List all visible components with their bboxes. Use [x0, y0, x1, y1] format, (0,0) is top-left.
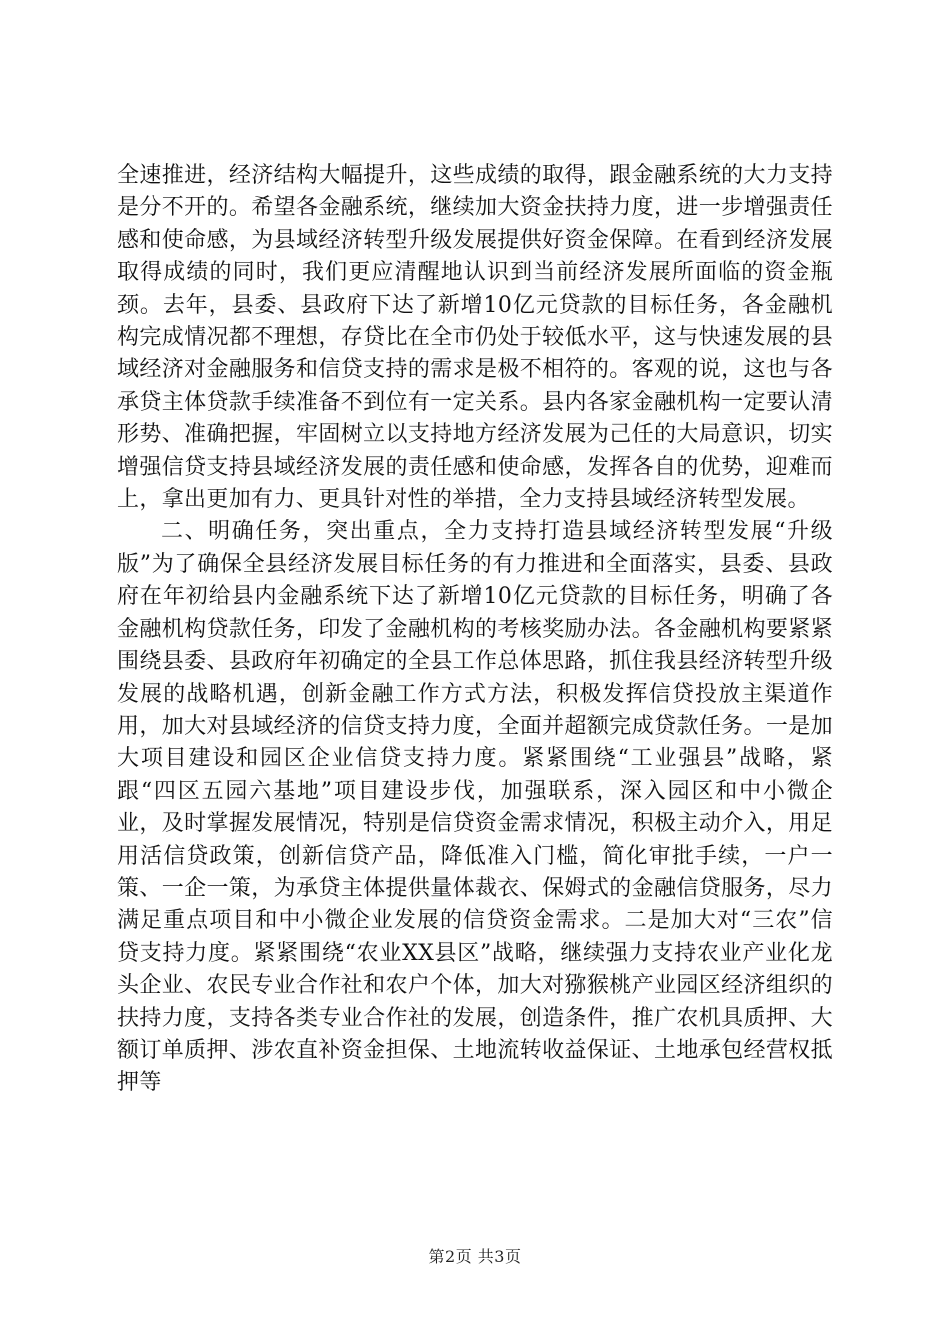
- paragraph-section-two: 二、明确任务，突出重点，全力支持打造县域经济转型发展“升级版”为了确保全县经济发展目标任务的有力推进和全面落实，县委、县政府在年初给县内金融系统下达了新增10亿元贷款的目标任务，明确了各金融机构贷款任务，印发了金融机构的考核奖励办法。各金融机构要紧紧围绕县委、县政府年初确定的全县工作总体思路，抓住我县经济转型升级发展的战略机遇，创新金融工作方式方法，积极发挥信贷投放主渠道作用，加大对县域经济的信贷支持力度，全面并超额完成贷款任务。一是加大项目建设和园区企业信贷支持力度。紧紧围绕“工业强县”战略，紧跟“四区五园六基地”项目建设步伐，加强联系，深入园区和中小微企业，及时掌握发展情况，特别是信贷资金需求情况，积极主动介入，用足用活信贷政策，创新信贷产品，降低准入门槛，简化审批手续，一户一策、一企一策，为承贷主体提供量体裁衣、保姆式的金融信贷服务，尽力满足重点项目和中小微企业发展的信贷资金需求。二是加大对“三农”信贷支持力度。紧紧围绕“农业XX县区”战略，继续强力支持农业产业化龙头企业、农民专业合作社和农户个体，加大对猕猴桃产业园区经济组织的扶持力度，支持各类专业合作社的发展，创造条件，推广农机具质押、大额订单质押、涉农直补资金担保、土地流转收益保证、土地承包经营权抵押等: [117, 519, 833, 1096]
- body-text: [117, 160, 833, 1100]
- page-footer: 第2页 共3页: [428, 1247, 522, 1266]
- paragraph-continued: 全速推进，经济结构大幅提升，这些成绩的取得，跟金融系统的大力支持是分不开的。希望各金融系统，继续加大资金扶持力度，进一步增强责任感和使命感，为县域经济转型升级发展提供好资金保障。在看到经济发展取得成绩的同时，我们更应清醒地认识到当前经济发展所面临的资金瓶颈。去年，县委、县政府下达了新增10亿元贷款的目标任务，各金融机构完成情况都不理想，存贷比在全市仍处于较低水平，这与快速发展的县域经济对金融服务和信贷支持的需求是极不相符的。客观的说，这也与各承贷主体贷款手续准备不到位有一定关系。县内各家金融机构一定要认清形势、准确把握，牢固树立以支持地方经济发展为己任的大局意识，切实增强信贷支持县域经济发展的责任感和使命感，发挥各自的优势，迎难而上，拿出更加有力、更具针对性的举措，全力支持县域经济转型发展。: [117, 163, 833, 513]
